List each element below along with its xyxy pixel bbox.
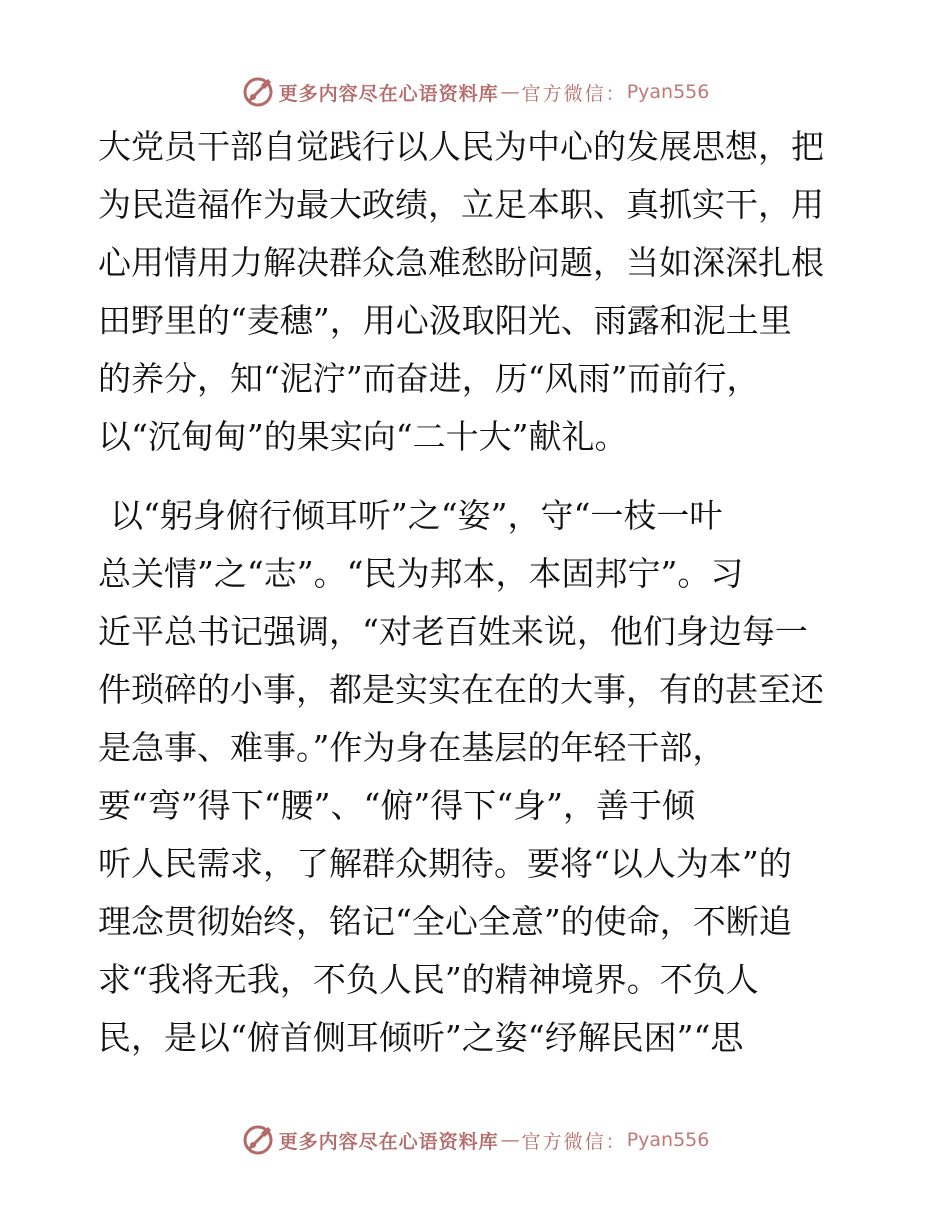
banner-brand: 更多内容尽在心语资料库	[278, 82, 499, 105]
paragraph-line: 心用情用力解决群众急难愁盼问题，当如深深扎根	[98, 243, 824, 282]
paragraph-line: 为民造福作为最大政绩，立足本职、真抓实干，用	[98, 185, 824, 224]
paragraph-line: 近平总书记强调，“对老百姓来说，他们身边每一	[98, 612, 808, 651]
paragraph-line: 理念贯彻始终，铭记“全心全意”的使命，不断追	[98, 902, 792, 941]
paragraph-1	[98, 118, 858, 466]
paragraph-line: 听人民需求，了解群众期待。要将“以人为本”的	[98, 844, 792, 883]
banner-handle: Pyan556	[626, 81, 710, 103]
banner-dash: —	[500, 1129, 520, 1151]
paragraph-line: 大党员干部自觉践行以人民为中心的发展思想，把	[98, 127, 824, 166]
banner-brand: 更多内容尽在心语资料库	[278, 1130, 499, 1153]
banner-handle: Pyan556	[626, 1129, 710, 1151]
paragraph-line: 的养分，知“泥泞”而奋进，历“风雨”而前行，	[98, 359, 760, 398]
footer-banner	[0, 1120, 950, 1160]
paragraph-2	[98, 487, 858, 1067]
paragraph-line: 田野里的“麦穗”，用心汲取阳光、雨露和泥土里	[98, 301, 792, 340]
paragraph-line: 求“我将无我，不负人民”的精神境界。不负人	[98, 960, 759, 999]
paragraph-line: 以“躬身俯行倾耳听”之“姿”，守“一枝一叶	[110, 496, 723, 535]
banner-wechat-label: 官方微信：	[521, 82, 627, 105]
banner-dash: —	[500, 81, 520, 103]
header-banner	[0, 72, 950, 112]
brand-logo-icon	[241, 1123, 275, 1157]
paragraph-line: 以“沉甸甸”的果实向“二十大”献礼。	[98, 417, 628, 456]
paragraph-line: 件琐碎的小事，都是实实在在的大事，有的甚至还	[98, 670, 824, 709]
paragraph-line: 总关情”之“志”。“民为邦本，本固邦宁”。习	[98, 554, 744, 593]
paragraph-line: 民，是以“俯首侧耳倾听”之姿“纾解民困”“思	[98, 1018, 744, 1057]
banner-wechat-label: 官方微信：	[521, 1130, 627, 1153]
brand-logo-icon	[241, 75, 275, 109]
paragraph-line: 是急事、难事。”作为身在基层的年轻干部，	[98, 728, 726, 767]
paragraph-line: 要“弯”得下“腰”、“俯”得下“身”，善于倾	[98, 786, 695, 825]
